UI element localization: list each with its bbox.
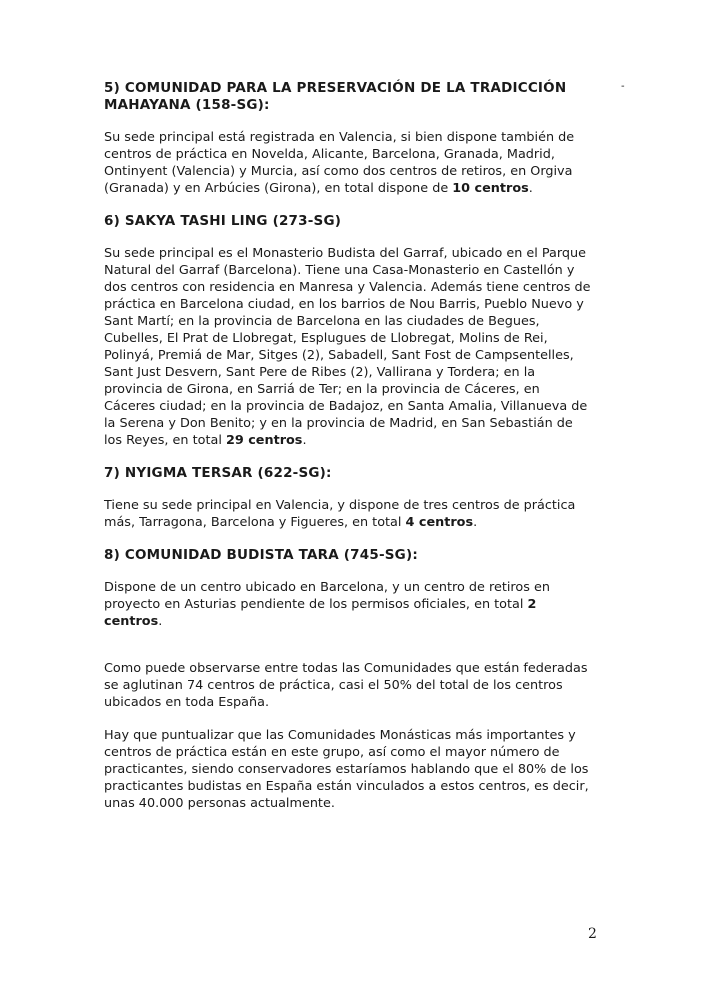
page-number: 2 bbox=[588, 926, 597, 942]
document-body bbox=[104, 80, 594, 828]
section-8 bbox=[104, 547, 594, 630]
margin-mark: - bbox=[621, 81, 625, 92]
conclusion-paragraph: Hay que puntualizar que las Comunidades Monásticas más importantes y centros de práctica están en este grupo, así como el mayor número de practicantes, siendo conservadores estaríamos hablando que el 80% de los practicantes budistas en España están vinculados a estos centros, es decir, unas 40.000 personas actualmente. bbox=[104, 728, 589, 811]
paragraph-text: Su sede principal es el Monasterio Budista del Garraf, ubicado en el Parque Natural del Garraf (Barcelona). Tiene una Casa-Monasterio en Castellón y dos centros con residencia en Manresa y Valencia. Además tiene centros de práctica en Barcelona ciudad, en los barrios de Nou Barris, Pueblo Nuevo y Sant Martí; en la provincia de Barcelona en las ciudades de Begues, Cubelles, El Prat de Llobregat, Esplugues de Llobregat, Molins de Rei, Polinyá, Premiá de Mar, Sitges (2), Sabadell, Sant Fost de Campsentelles, Sant Just Desvern, Sant Pere de Ribes (2), Vallirana y Tordera; en la provincia de Girona, en Sarriá de Ter; en la provincia de Cáceres, en Cáceres ciudad; en la provincia de Badajoz, en Santa Amalia, Villanueva de la Serena y Don Benito; y en la provincia de Madrid, en San Sebastián de los Reyes, en total bbox=[104, 246, 591, 448]
centers-total: 10 centros bbox=[452, 181, 529, 196]
paragraph-text: Su sede principal está registrada en Valencia, si bien dispone también de centros de práctica en Novelda, Alicante, Barcelona, Granada, Madrid, Ontinyent (Valencia) y Murcia, así como dos centros de retiros, en Orgiva (Granada) y en Arbúcies (Girona), en total dispone de bbox=[104, 130, 575, 196]
centers-total: 2 centros bbox=[104, 597, 537, 629]
spacer bbox=[104, 646, 594, 660]
conclusion-paragraph: Como puede observarse entre todas las Comunidades que están federadas se aglutinan 74 centros de práctica, casi el 50% del total de los centros ubicados en toda España. bbox=[104, 661, 588, 710]
section-heading: 6) SAKYA TASHI LING (273-SG) bbox=[104, 213, 342, 229]
section-heading: 5) COMUNIDAD PARA LA PRESERVACIÓN DE LA TRADICCIÓN MAHAYANA (158-SG): bbox=[104, 80, 567, 113]
section-7 bbox=[104, 465, 594, 531]
section-heading: 7) NYIGMA TERSAR (622-SG): bbox=[104, 465, 332, 481]
paragraph-end: . bbox=[473, 515, 478, 530]
section-5 bbox=[104, 80, 594, 197]
section-paragraph bbox=[104, 579, 594, 630]
paragraph-text: Tiene su sede principal en Valencia, y dispone de tres centros de práctica más, Tarragona, Barcelona y Figueres, en total bbox=[104, 498, 576, 530]
paragraph-end: . bbox=[302, 433, 307, 448]
centers-total: 29 centros bbox=[225, 433, 303, 448]
paragraph-end: . bbox=[158, 614, 163, 629]
section-paragraph bbox=[104, 129, 594, 197]
section-6 bbox=[104, 213, 594, 449]
section-heading: 8) COMUNIDAD BUDISTA TARA (745-SG): bbox=[104, 547, 418, 563]
section-paragraph bbox=[104, 245, 594, 449]
paragraph-text: Dispone de un centro ubicado en Barcelona, y un centro de retiros en proyecto en Asturias pendiente de los permisos oficiales, en total bbox=[104, 580, 550, 612]
section-paragraph bbox=[104, 497, 594, 531]
centers-total: 4 centros bbox=[405, 515, 474, 530]
paragraph-end: . bbox=[528, 181, 533, 196]
